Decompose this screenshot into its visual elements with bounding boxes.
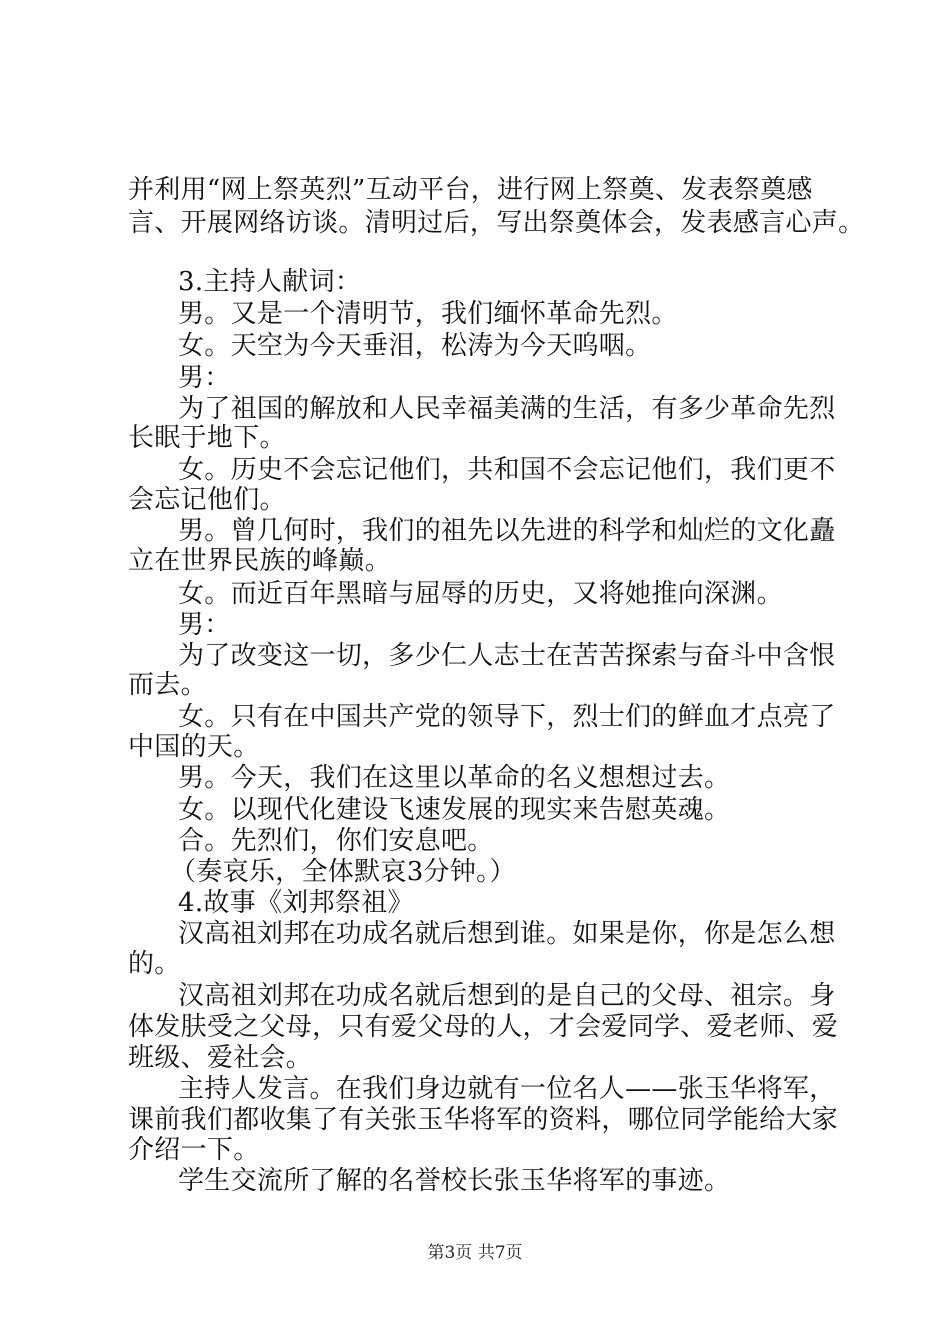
paragraph-line: 男： xyxy=(178,610,231,640)
paragraph-line: 主持人发言。在我们身边就有一位名人——张玉华将军， xyxy=(178,1074,836,1104)
section-heading: 4.故事《刘邦祭祖》 xyxy=(178,888,414,918)
paragraph-line: 男。又是一个清明节，我们缅怀革命先烈。 xyxy=(178,299,678,329)
paragraph-line: 男。今天，我们在这里以革命的名义想想过去。 xyxy=(178,763,731,793)
paragraph-line: 课前我们都收集了有关张玉华将军的资料，哪位同学能给大家 xyxy=(128,1105,839,1135)
paragraph-line: 而去。 xyxy=(128,670,207,700)
paragraph-line: 介绍一下。 xyxy=(128,1135,260,1165)
page-number-footer: 第3页 共7页 xyxy=(427,1243,523,1263)
section-heading: 3.主持人献词： xyxy=(178,267,362,297)
paragraph-line: 汉高祖刘邦在功成名就后想到谁。如果是你，你是怎么想 xyxy=(178,919,836,949)
paragraph-line: 合。先烈们，你们安息吧。 xyxy=(178,826,494,856)
paragraph-line: 中国的天。 xyxy=(128,732,260,762)
paragraph-line: 汉高祖刘邦在功成名就后想到的是自己的父母、祖宗。身 xyxy=(178,981,836,1011)
paragraph-line: 体发肤受之父母，只有爱父母的人，才会爱同学、爱老师、爱 xyxy=(128,1012,839,1042)
paragraph-line: 会忘记他们。 xyxy=(128,485,286,515)
paragraph-line: （奏哀乐，全体默哀3分钟。） xyxy=(170,857,516,887)
paragraph-line: 长眠于地下。 xyxy=(128,423,286,453)
paragraph-line: 立在世界民族的峰巅。 xyxy=(128,546,392,576)
paragraph-line: 女。历史不会忘记他们，共和国不会忘记他们，我们更不 xyxy=(178,455,836,485)
paragraph-line: 为了改变这一切，多少仁人志士在苦苦探索与奋斗中含恨 xyxy=(178,641,836,671)
paragraph-line: 女。只有在中国共产党的领导下，烈士们的鲜血才点亮了 xyxy=(178,702,836,732)
paragraph-line: 言、开展网络访谈。清明过后，写出祭奠体会，发表感言心声。 xyxy=(128,208,865,238)
paragraph-line: 并利用“网上祭英烈”互动平台，进行网上祭奠、发表祭奠感 xyxy=(128,175,813,205)
paragraph-line: 学生交流所了解的名誉校长张玉华将军的事迹。 xyxy=(178,1166,731,1196)
paragraph-line: 女。以现代化建设飞速发展的现实来告慰英魂。 xyxy=(178,795,731,825)
paragraph-line: 男： xyxy=(178,363,231,393)
paragraph-line: 女。而近百年黑暗与屈辱的历史，又将她推向深渊。 xyxy=(178,579,783,609)
paragraph-line: 班级、爱社会。 xyxy=(128,1043,313,1073)
paragraph-line: 为了祖国的解放和人民幸福美满的生活，有多少革命先烈 xyxy=(178,394,836,424)
paragraph-line: 女。天空为今天垂泪，松涛为今天呜咽。 xyxy=(178,331,652,361)
paragraph-line: 的。 xyxy=(128,949,181,979)
paragraph-line: 男。曾几何时，我们的祖先以先进的科学和灿烂的文化矗 xyxy=(178,516,836,546)
